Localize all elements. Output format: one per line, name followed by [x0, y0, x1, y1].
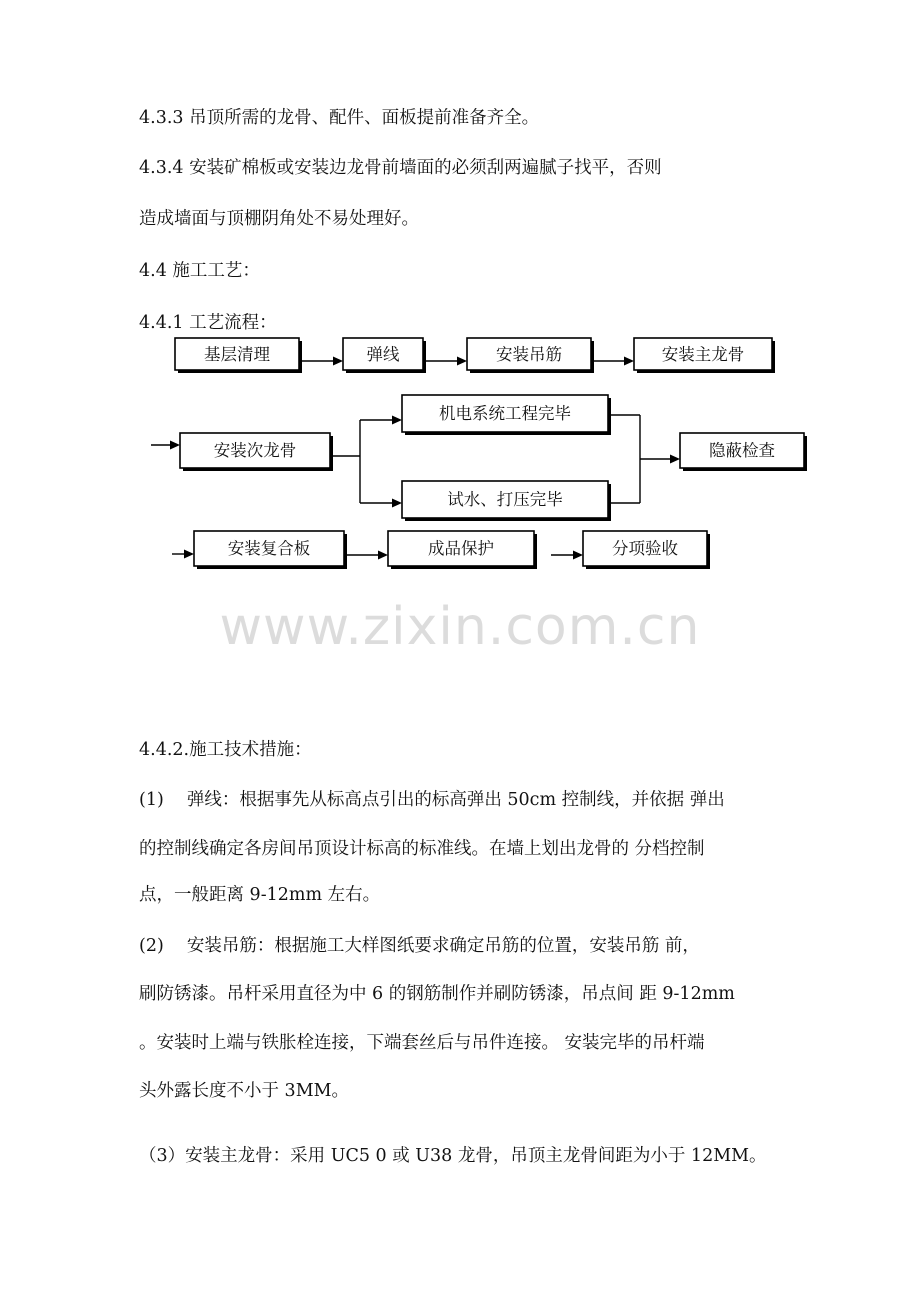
paragraph-4-3-4: 4.3.4 安装矿棉板或安装边龙骨前墙面的必须刮两遍腻子找平，否则	[139, 158, 662, 178]
flow-label-install-composite-board: 安装复合板	[227, 539, 311, 558]
flow-arrowhead	[378, 551, 388, 560]
flow-label-concealed-inspection: 隐蔽检查	[709, 441, 775, 460]
flow-label-install-main-keel: 安装主龙骨	[661, 345, 745, 364]
paragraph-step-2-cont: 。安装时上端与铁胀栓连接，下端套丝后与吊件连接。 安装完毕的吊杆端	[139, 1033, 705, 1053]
paragraph-step-1-cont: 点，一般距离 9-12mm 左右。	[139, 885, 381, 905]
flow-label-substrate-cleaning: 基层清理	[204, 345, 270, 364]
paragraph-step-3: （3）安装主龙骨：采用 UC5 0 或 U38 龙骨，吊顶主龙骨间距为小于 12MM。	[139, 1146, 767, 1166]
heading-4-4-2: 4.4.2.施工技术措施：	[139, 740, 312, 760]
flow-label-install-hangers: 安装吊筋	[496, 345, 562, 364]
flow-label-water-pressure-test: 试水、打压完毕	[447, 490, 563, 509]
flow-arrowhead	[333, 357, 343, 366]
flow-arrowhead	[184, 550, 194, 559]
flow-arrowhead	[624, 357, 634, 366]
heading-4-4: 4.4 施工工艺：	[139, 261, 260, 281]
watermark: www.zixin.com.cn	[219, 597, 701, 657]
flow-arrowhead	[392, 499, 402, 508]
flow-arrowhead	[573, 551, 583, 560]
flow-arrowhead	[457, 357, 467, 366]
paragraph-step-2-cont: 头外露长度不小于 3MM。	[139, 1081, 350, 1101]
paragraph-step-2: (2) 安装吊筋：根据施工大样图纸要求确定吊筋的位置，安装吊筋 前，	[139, 936, 700, 956]
flow-arrowhead	[170, 441, 180, 450]
paragraph-4-3-4-cont: 造成墙面与顶棚阴角处不易处理好。	[139, 209, 419, 229]
process-flow-diagram	[0, 0, 920, 600]
flow-arrowhead	[392, 416, 402, 425]
flow-label-sub-item-acceptance: 分项验收	[612, 539, 678, 558]
flow-label-snap-line: 弹线	[366, 345, 400, 364]
flow-arrowhead	[670, 455, 680, 464]
paragraph-step-1-cont: 的控制线确定各房间吊顶设计标高的标准线。在墙上划出龙骨的 分档控制	[139, 839, 705, 859]
flow-label-install-secondary-keel: 安装次龙骨	[213, 441, 297, 460]
flow-label-mep-complete: 机电系统工程完毕	[439, 404, 571, 423]
paragraph-step-1: (1) 弹线：根据事先从标高点引出的标高弹出 50cm 控制线，并依据 弹出	[139, 790, 725, 810]
heading-4-4-1: 4.4.1 工艺流程：	[139, 313, 277, 333]
paragraph-4-3-3: 4.3.3 吊顶所需的龙骨、配件、面板提前准备齐全。	[139, 108, 540, 128]
flow-label-product-protection: 成品保护	[428, 539, 494, 558]
paragraph-step-2-cont: 刷防锈漆。吊杆采用直径为中 6 的钢筋制作并刷防锈漆，吊点间 距 9-12mm	[139, 984, 735, 1004]
